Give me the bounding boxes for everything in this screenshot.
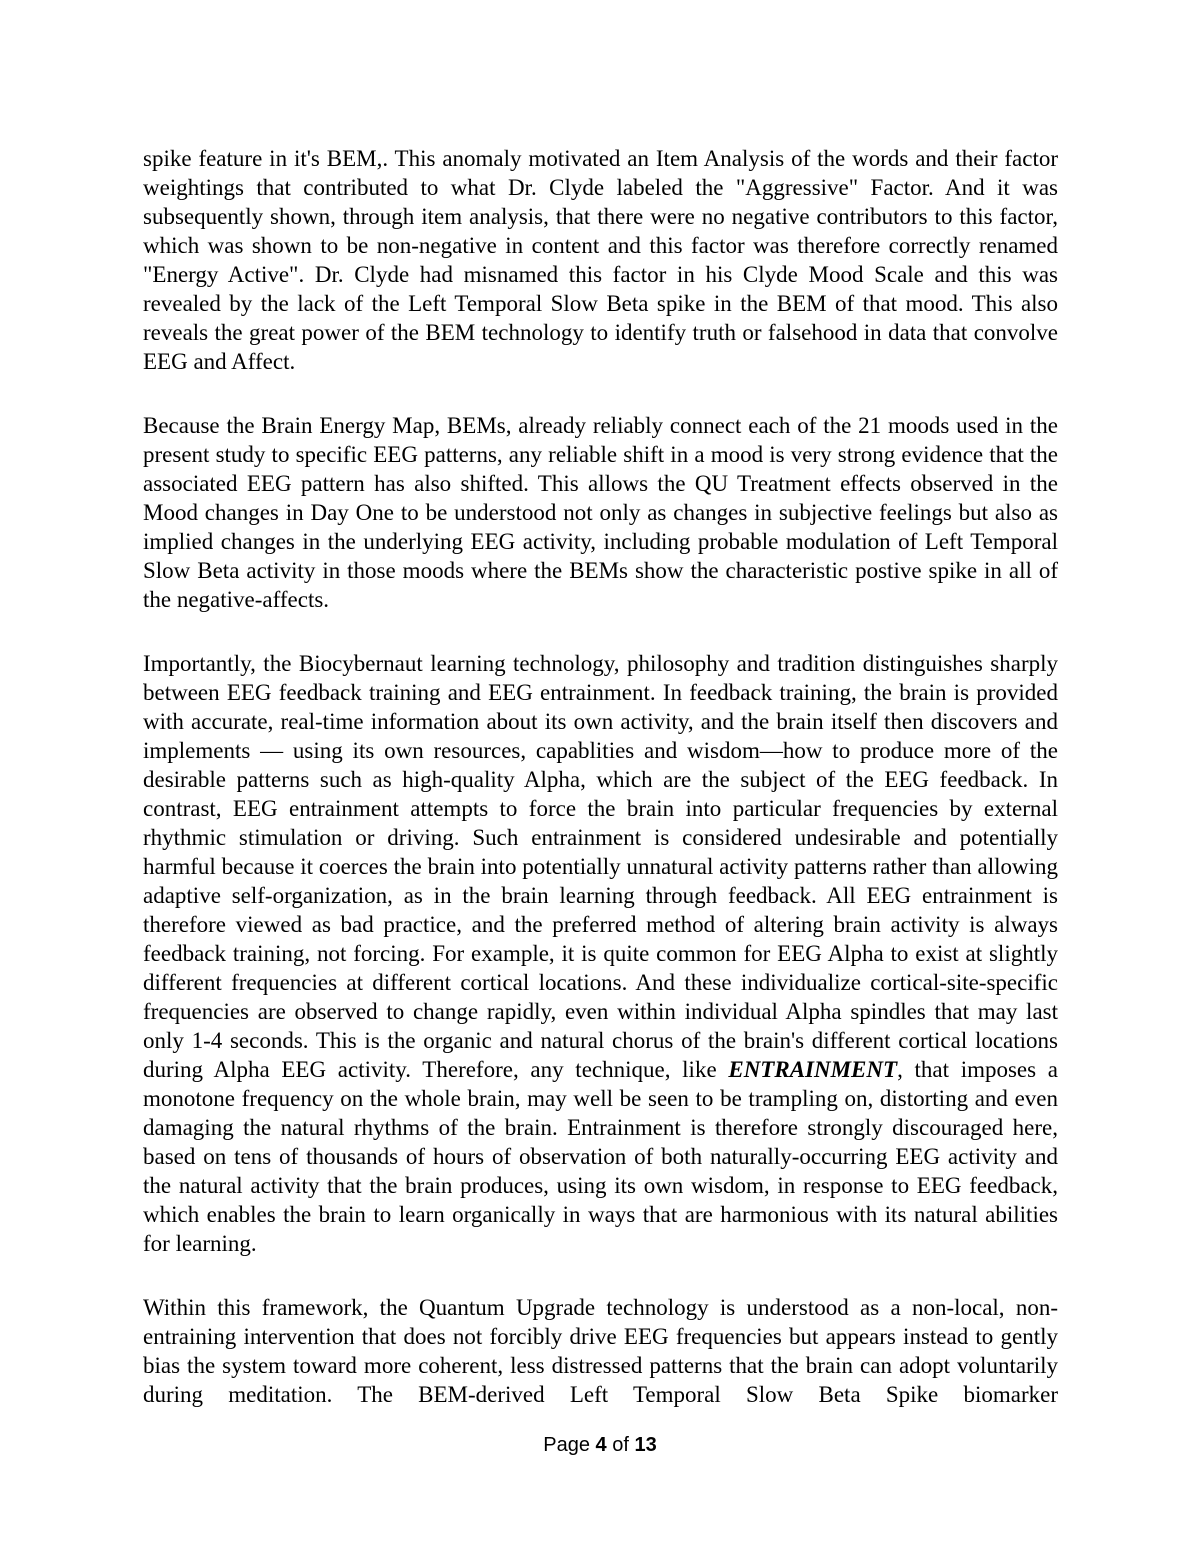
footer-label-page: Page [543, 1434, 590, 1456]
paragraph-3-emphasis-entrainment: ENTRAINMENT [728, 1057, 898, 1082]
paragraph-1-text: spike feature in it's BEM,. This anomaly motivated an Item Analysis of the words and their factor weightings that contributed to what Dr. Clyde labeled the "Aggressive" Factor. And it was subsequently shown, through item analysis, that there were no negative contributors to this factor, which was shown to be non-negative in content and this factor was therefore correctly renamed "Energy Active". Dr. Clyde had misnamed this factor in his Clyde Mood Scale and this was revealed by the lack of the Left Temporal Slow Beta spike in the BEM of that mood. This also reveals the great power of the BEM technology to identify truth or falsehood in data that convolve EEG and Affect. [143, 146, 1058, 374]
footer-page-total: 13 [634, 1434, 657, 1456]
paragraph-3 [143, 649, 1058, 1258]
footer-page-number: 4 [595, 1434, 607, 1456]
paragraph-4-text: Within this framework, the Quantum Upgrade technology is understood as a non-local, non-entraining intervention that does not forcibly drive EEG frequencies but appears instead to gently bias the system toward more coherent, less distressed patterns that the brain can adopt voluntarily during meditation. The BEM-derived Left Temporal Slow Beta Spike biomarker [143, 1295, 1058, 1407]
footer-label-of: of [612, 1434, 629, 1456]
paragraph-2-text: Because the Brain Energy Map, BEMs, already reliably connect each of the 21 moods used in the present study to specific EEG patterns, any reliable shift in a mood is very strong evidence that the associated EEG pattern has also shifted. This allows the QU Treatment effects observed in the Mood changes in Day One to be understood not only as changes in subjective feelings but also as implied changes in the underlying EEG activity, including probable modulation of Left Temporal Slow Beta activity in those moods where the BEMs show the characteristic postive spike in all of the negative-affects. [143, 413, 1058, 612]
paragraph-3-text-after: , that imposes a monotone frequency on the whole brain, may well be seen to be trampling on, distorting and even damaging the natural rhythms of the brain. Entrainment is therefore strongly discouraged here, based on tens of thousands of hours of observation of both naturally-occurring EEG activity and the natural activity that the brain produces, using its own wisdom, in response to EEG feedback, which enables the brain to learn organically in ways that are harmonious with its natural abilities for learning. [143, 1057, 1058, 1256]
paragraph-1 [143, 144, 1058, 376]
page-footer [0, 1432, 1200, 1458]
paragraph-4 [143, 1293, 1058, 1409]
paragraph-3-text-before: Importantly, the Biocybernaut learning technology, philosophy and tradition distinguishes sharply between EEG feedback training and EEG entrainment. In feedback training, the brain is provided with accurate, real-time information about its own activity, and the brain itself then discovers and implements — using its own resources, capablities and wisdom—how to produce more of the desirable patterns such as high-quality Alpha, which are the subject of the EEG feedback. In contrast, EEG entrainment attempts to force the brain into particular frequencies by external rhythmic stimulation or driving. Such entrainment is considered undesirable and potentially harmful because it coerces the brain into potentially unnatural activity patterns rather than allowing adaptive self-organization, as in the brain learning through feedback. All EEG entrainment is therefore viewed as bad practice, and the preferred method of altering brain activity is always feedback training, not forcing. For example, it is quite common for EEG Alpha to exist at slightly different frequencies at different cortical locations. And these individualize cortical-site-specific frequencies are observed to change rapidly, even within individual Alpha spindles that may last only 1-4 seconds. This is the organic and natural chorus of the brain's different cortical locations during Alpha EEG activity. Therefore, any technique, like [143, 651, 1058, 1082]
paragraph-2 [143, 411, 1058, 614]
document-body [143, 144, 1058, 1409]
